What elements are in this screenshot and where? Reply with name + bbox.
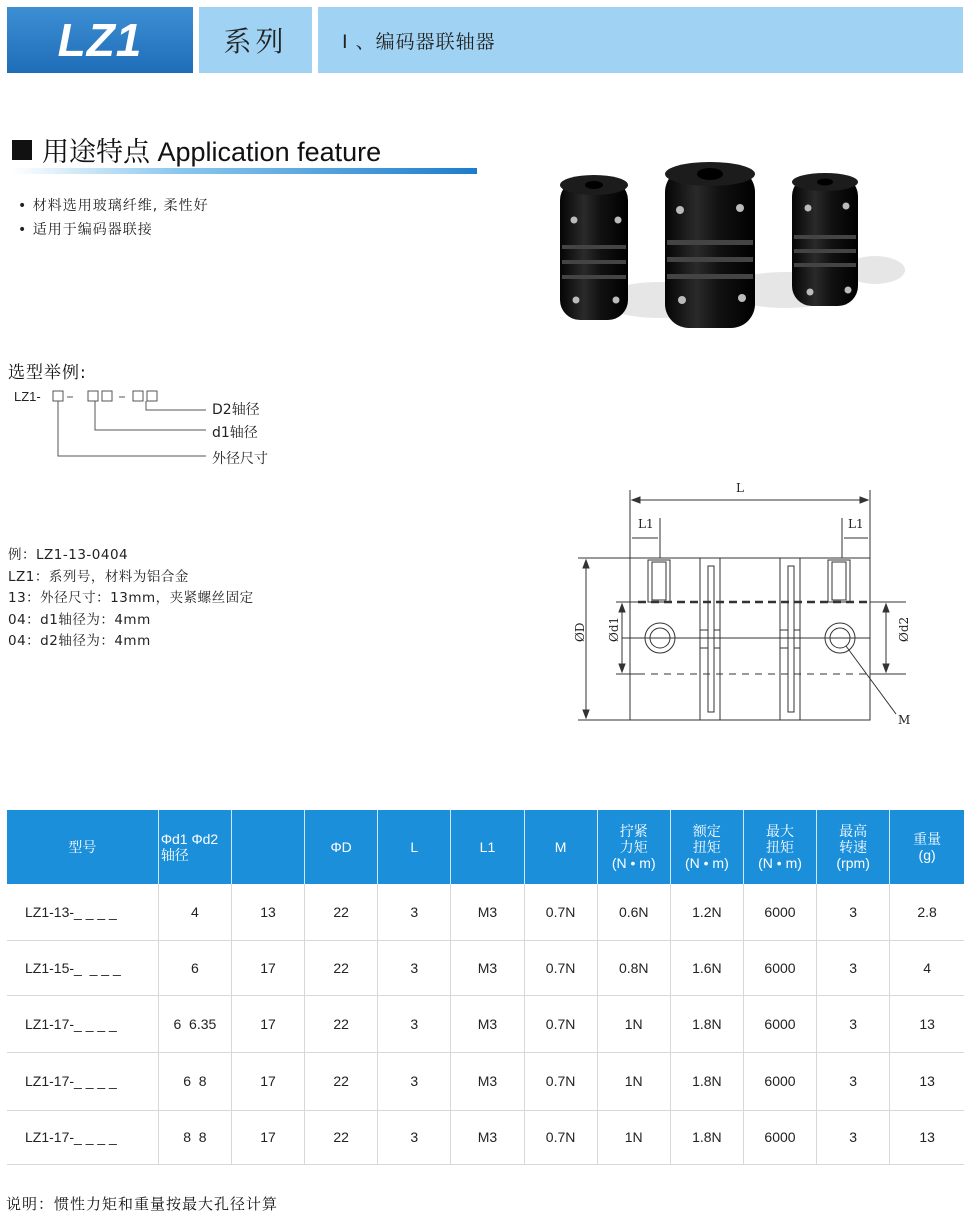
feature-heading-text: 用途特点 Application feature <box>42 137 382 167</box>
table-cell: 4 <box>890 940 964 995</box>
column-header-text: 型号 <box>68 839 97 855</box>
column-header-text: 转速 <box>839 839 868 855</box>
table-cell: M3 <box>451 884 524 940</box>
table-cell: 0.7N <box>524 884 597 940</box>
column-header <box>890 810 964 884</box>
page-title: I 、编码器联轴器 <box>318 7 963 73</box>
column-header-text: Φd1 Φd2 <box>160 831 219 847</box>
model-cell: LZ1-15-_ _ _ _ <box>7 940 158 995</box>
dim-D-label: ØD <box>573 622 587 642</box>
column-header <box>305 810 378 884</box>
table-cell: 1.2N <box>670 884 743 940</box>
table-cell: 17 <box>231 995 304 1052</box>
column-header <box>231 810 304 884</box>
table-cell: 8 8 <box>158 1110 231 1164</box>
column-header <box>817 810 890 884</box>
example-line: 04：d1轴径为：4mm <box>8 612 151 628</box>
feature-item: • 适用于编码器联接 <box>18 222 153 238</box>
table-cell: 6 <box>158 940 231 995</box>
table-cell: 1.6N <box>670 940 743 995</box>
table-row <box>7 1052 964 1110</box>
table-cell: 3 <box>817 1052 890 1110</box>
table-cell: 17 <box>231 1110 304 1164</box>
table-cell: 3 <box>817 1110 890 1164</box>
example-line: LZ1：系列号，材料为铝合金 <box>8 569 189 585</box>
coupling-large-middle <box>665 162 755 328</box>
table-header-row <box>7 810 964 884</box>
table-cell: M3 <box>451 1052 524 1110</box>
table-cell: 3 <box>378 1052 451 1110</box>
column-header-text: (g) <box>918 847 936 863</box>
column-header-text: 最大 <box>766 823 794 839</box>
coupling-small-right <box>792 173 858 306</box>
label-d2: D2轴径 <box>212 402 260 418</box>
table-cell: 13 <box>890 1052 964 1110</box>
column-header-text: 扭矩 <box>692 839 721 855</box>
selection-title: 选型举例: <box>8 363 87 383</box>
table-cell: 0.7N <box>524 1052 597 1110</box>
table-cell: 3 <box>378 884 451 940</box>
table-cell: 17 <box>231 940 304 995</box>
table-cell: 6000 <box>743 940 816 995</box>
table-cell: 3 <box>378 995 451 1052</box>
label-outer-diameter: 外径尺寸 <box>212 451 268 467</box>
column-header-text: (N • m) <box>684 855 729 871</box>
model-cell: LZ1-17-_ _ _ _ <box>7 1110 158 1164</box>
table-cell: 1.8N <box>670 1052 743 1110</box>
feature-item: • 材料选用玻璃纤维, 柔性好 <box>18 198 209 214</box>
dim-M-label: M <box>898 713 911 727</box>
footnote: 说明：惯性力矩和重量按最大孔径计算 <box>6 1195 279 1213</box>
table-cell: 1.8N <box>670 995 743 1052</box>
column-header-text: ΦD <box>330 839 352 855</box>
dim-L1-right-label: L1 <box>848 517 864 531</box>
table-cell: 0.8N <box>597 940 670 995</box>
example-line: 例：LZ1-13-0404 <box>8 547 129 563</box>
column-header-text: (rpm) <box>836 855 870 871</box>
feature-heading <box>12 130 381 169</box>
table-cell: M3 <box>451 995 524 1052</box>
dim-d1-label: Ød1 <box>607 616 621 642</box>
table-cell: 3 <box>378 940 451 995</box>
column-header-text: 最高 <box>839 823 868 839</box>
table-cell: 6000 <box>743 1110 816 1164</box>
table-cell: 1N <box>597 995 670 1052</box>
spec-table <box>7 810 964 1165</box>
selection-code-diagram <box>40 386 220 466</box>
table-cell: M3 <box>451 1110 524 1164</box>
column-header-text: L1 <box>479 839 496 855</box>
column-header <box>524 810 597 884</box>
series-label: 系列 <box>199 7 312 73</box>
table-cell: 6 8 <box>158 1052 231 1110</box>
table-cell: 1N <box>597 1110 670 1164</box>
series-code-banner: LZ1 <box>7 7 193 73</box>
column-header-text: 拧紧 <box>619 823 648 839</box>
table-cell: 6000 <box>743 884 816 940</box>
column-header-text: 扭矩 <box>766 839 794 855</box>
table-cell: 13 <box>890 995 964 1052</box>
column-header-text: 重量 <box>913 831 942 847</box>
column-header-text: 额定 <box>692 823 721 839</box>
table-cell: 3 <box>817 940 890 995</box>
table-cell: 4 <box>158 884 231 940</box>
table-cell: 0.7N <box>524 940 597 995</box>
model-cell: LZ1-17-_ _ _ _ <box>7 1052 158 1110</box>
table-cell: 22 <box>305 995 378 1052</box>
column-header <box>451 810 524 884</box>
table-row <box>7 884 964 940</box>
table-row <box>7 940 964 995</box>
heading-underline <box>12 168 477 174</box>
table-cell: 6 6.35 <box>158 995 231 1052</box>
table-cell: 22 <box>305 1110 378 1164</box>
table-cell: 0.7N <box>524 1110 597 1164</box>
table-cell: M3 <box>451 940 524 995</box>
table-cell: 2.8 <box>890 884 964 940</box>
table-row <box>7 995 964 1052</box>
table-cell: 17 <box>231 1052 304 1110</box>
dim-L-label: L <box>736 481 744 495</box>
column-header-text: L <box>410 839 419 855</box>
model-cell: LZ1-13-_ _ _ _ <box>7 884 158 940</box>
table-cell: 22 <box>305 1052 378 1110</box>
coupling-small-left <box>560 175 628 320</box>
table-cell: 13 <box>231 884 304 940</box>
selection-code-prefix: LZ1- <box>14 389 41 404</box>
table-cell: 6000 <box>743 1052 816 1110</box>
dimension-drawing <box>560 478 920 728</box>
label-d1: d1轴径 <box>212 425 258 441</box>
table-cell: 0.6N <box>597 884 670 940</box>
table-cell: 3 <box>817 995 890 1052</box>
table-row <box>7 1110 964 1164</box>
column-header-text: 力矩 <box>619 839 648 855</box>
table-cell: 3 <box>378 1110 451 1164</box>
column-header-text: M <box>554 839 567 855</box>
column-header <box>378 810 451 884</box>
column-header <box>158 810 231 884</box>
table-cell: 6000 <box>743 995 816 1052</box>
table-cell: 22 <box>305 940 378 995</box>
dim-d2-label: Ød2 <box>897 616 911 642</box>
column-header <box>7 810 158 884</box>
column-header <box>670 810 743 884</box>
example-line: 04：d2轴径为：4mm <box>8 633 151 649</box>
column-header <box>597 810 670 884</box>
column-header <box>743 810 816 884</box>
table-cell: 1N <box>597 1052 670 1110</box>
dim-L1-left-label: L1 <box>638 517 654 531</box>
table-cell: 13 <box>890 1110 964 1164</box>
model-cell: LZ1-17-_ _ _ _ <box>7 995 158 1052</box>
coupling-product-photo <box>540 150 910 340</box>
column-header-text: 轴径 <box>160 847 189 863</box>
example-line: 13：外径尺寸：13mm，夹紧螺丝固定 <box>8 590 254 606</box>
column-header-text: (N • m) <box>758 855 802 871</box>
table-cell: 3 <box>817 884 890 940</box>
table-cell: 1.8N <box>670 1110 743 1164</box>
column-header-text: (N • m) <box>611 855 656 871</box>
square-bullet-icon <box>12 140 32 160</box>
table-cell: 22 <box>305 884 378 940</box>
table-cell: 0.7N <box>524 995 597 1052</box>
